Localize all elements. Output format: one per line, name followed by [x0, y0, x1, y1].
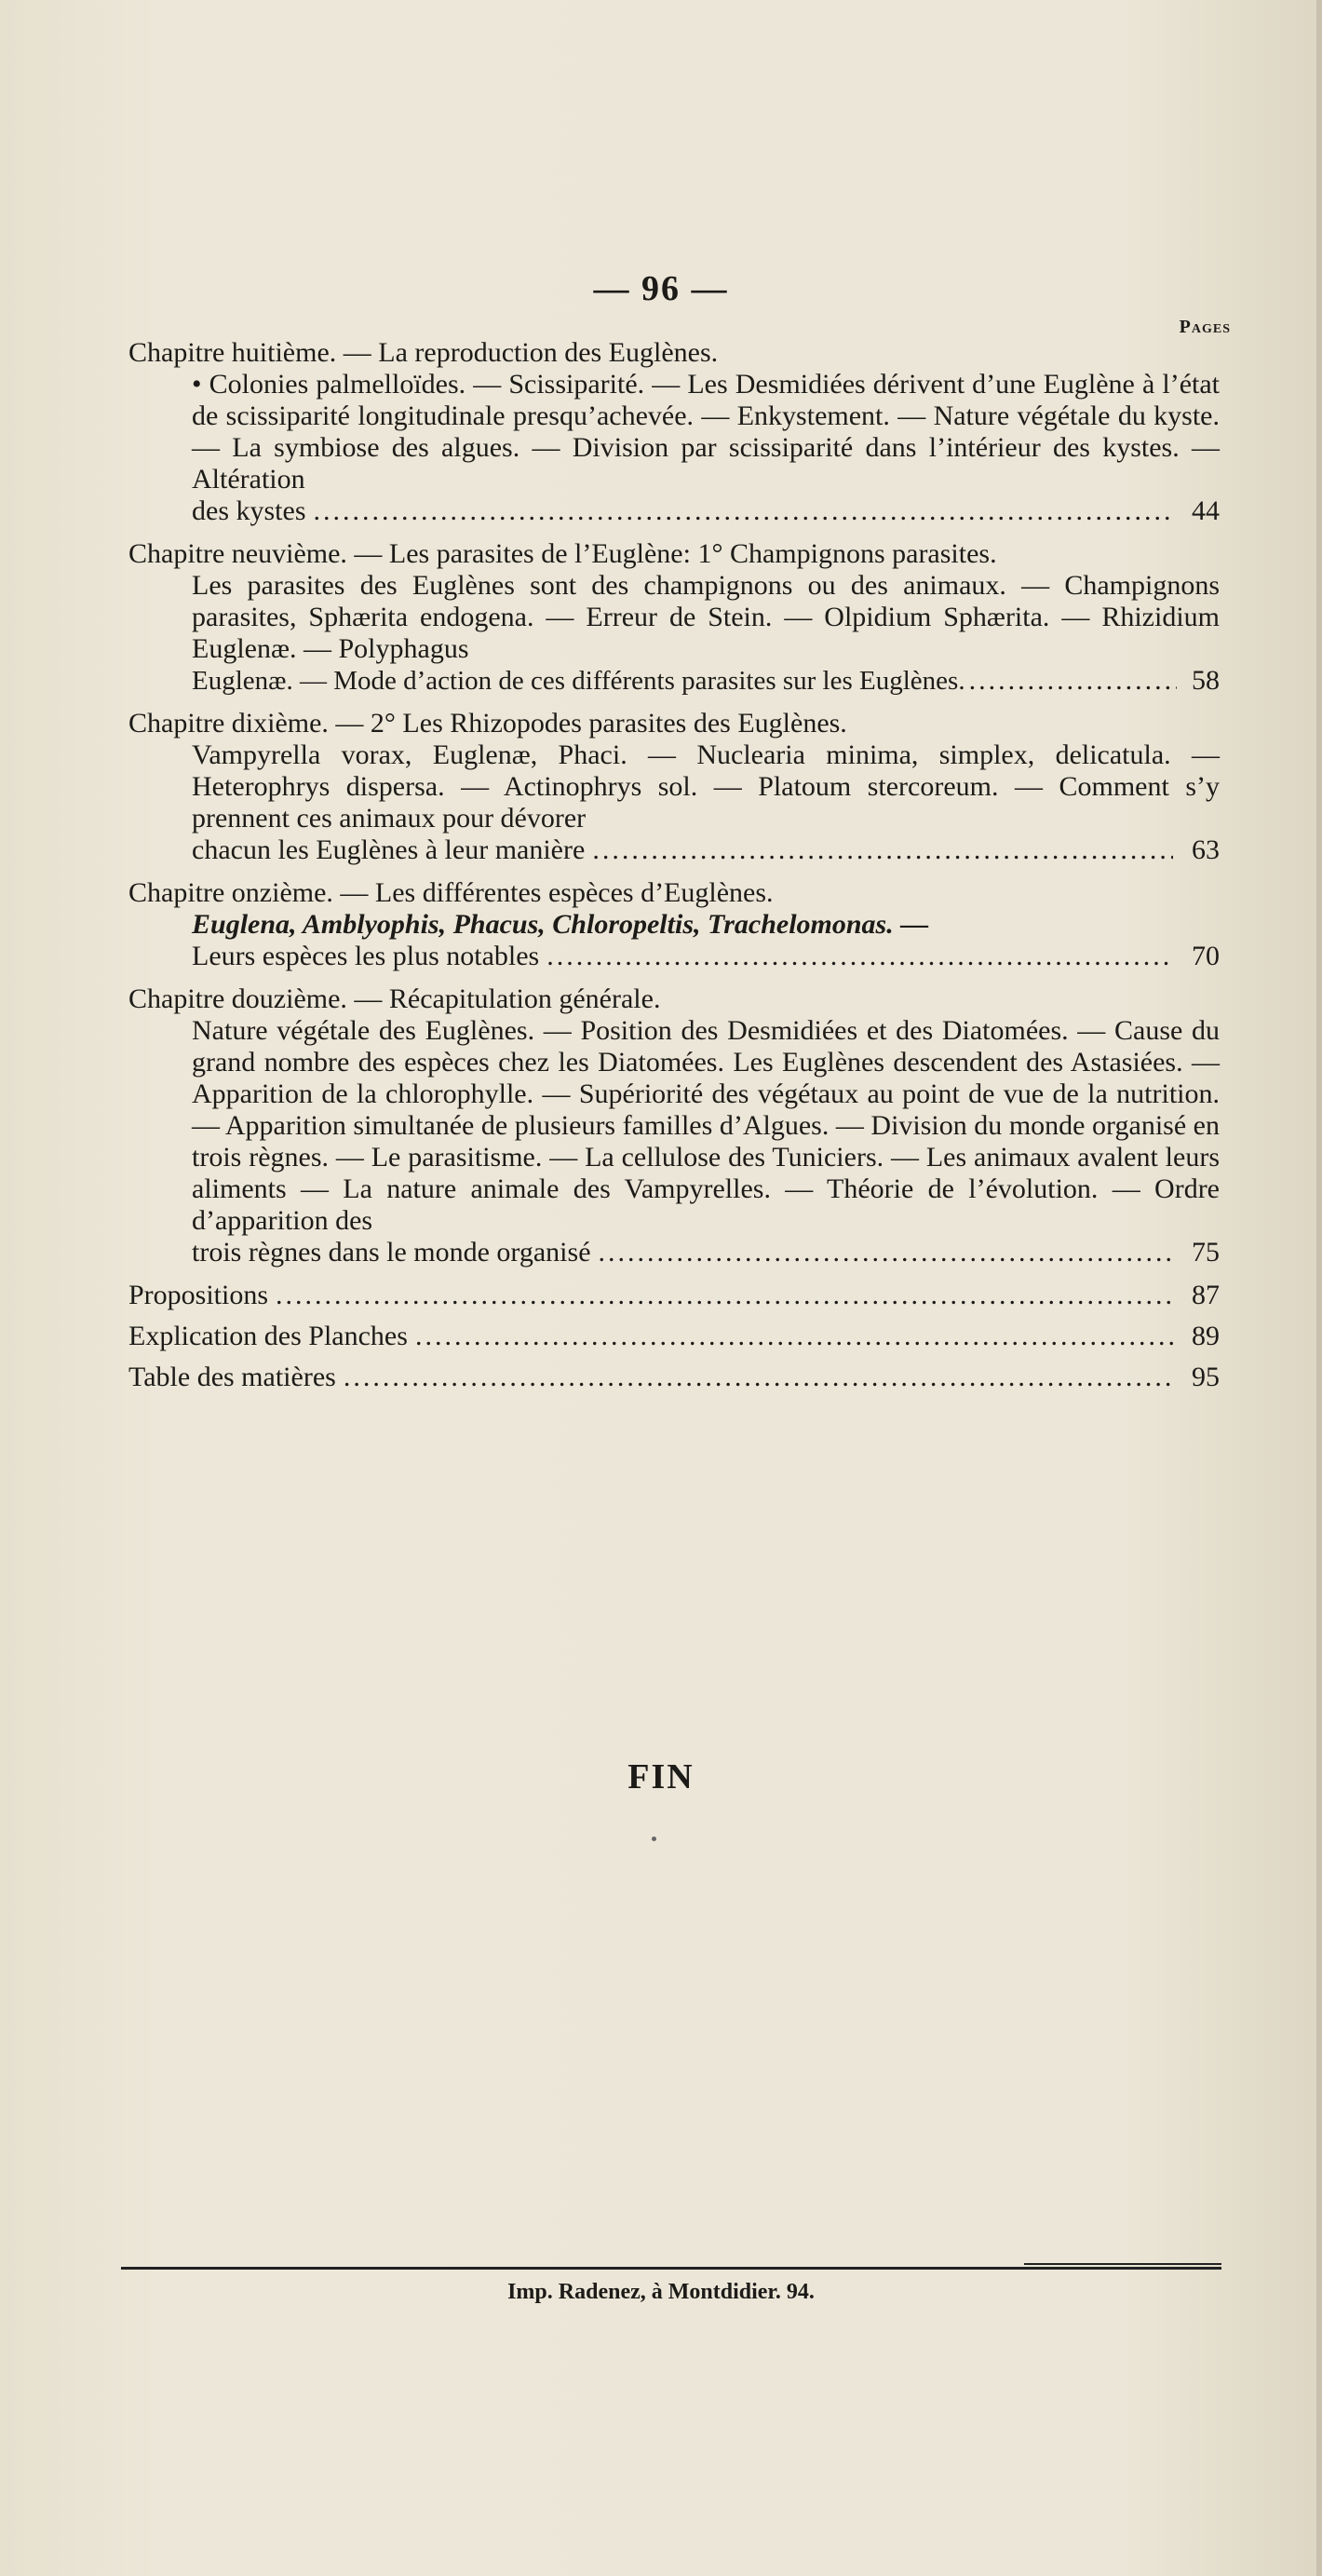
summary-text: Euglena, Amblyophis, Phacus, Chloropeltis, Trachelomonas. —	[192, 909, 929, 940]
dot-leader	[415, 1321, 1173, 1352]
summary-text: Les parasites des Euglènes sont des champignons ou des animaux. — Champignons parasites, Sphærita endogena. — Erreur de Stein. — Olpidium Sphærita. — Rhizidium Euglenæ. — Polyphagus	[192, 570, 1220, 664]
toc-leader-line	[128, 941, 1220, 972]
page-ref: 58	[1192, 665, 1220, 696]
chapter-title: Chapitre douzième. — Récapitulation générale.	[128, 983, 661, 1014]
page-ref: 75	[1192, 1237, 1220, 1268]
chapter-summary	[128, 369, 1220, 495]
page-ref: 63	[1192, 834, 1220, 865]
toc-entry-chapter-12	[128, 983, 1220, 1268]
chapter-summary	[128, 1015, 1220, 1237]
printer-imprint: Imp. Radenez, à Montdidier. 94.	[507, 2280, 815, 2304]
toc-entry-chapter-10	[128, 708, 1220, 866]
page-ref: 89	[1192, 1321, 1220, 1351]
entry-label: Propositions	[128, 1280, 269, 1310]
dot-leader	[599, 1237, 1173, 1268]
page-ref: 95	[1192, 1362, 1220, 1392]
page-ref: 87	[1192, 1280, 1220, 1310]
chapter-title: Chapitre neuvième. — Les parasites de l’Euglène: 1° Champignons parasites.	[128, 538, 997, 569]
leader-text: chacun les Euglènes à leur manière	[192, 834, 586, 865]
chapter-title: Chapitre onzième. — Les différentes espèces d’Euglènes.	[128, 877, 774, 908]
toc-entry-chapter-8	[128, 337, 1220, 527]
footer-rule-accent	[1024, 2263, 1221, 2265]
dot-leader	[314, 495, 1174, 527]
leader-text: trois règnes dans le monde organisé	[192, 1237, 591, 1268]
toc-leader-line	[128, 1237, 1220, 1268]
page-ref: 70	[1192, 941, 1220, 971]
chapter-summary	[128, 909, 1220, 941]
summary-text: Vampyrella vorax, Euglenæ, Phaci. — Nuclearia minima, simplex, delicatula. — Heterophrys dispersa. — Actinophrys sol. — Platoum stercoreum. — Comment s’y prennent ces animaux pour dévorer	[192, 739, 1220, 834]
dot-leader	[592, 834, 1173, 866]
summary-text: Nature végétale des Euglènes. — Position des Desmidiées et des Diatomées. — Cause du grand nombre des espèces chez les Diatomées. Les Euglènes descendent des Astasiées. — Apparition de la chlorophylle. — Supériorité des végétaux au point de vue de la nutrition. — Apparition simultanée de plusieurs familles d’Algues. — Division du monde organisé en trois règnes. — Le parasitisme. — La cellulose des Tuniciers. — Les animaux avalent leurs aliments — La nature animale des Vampyrelles. — Théorie de l’évolution. — Ordre d’apparition des	[192, 1015, 1220, 1236]
entry-label: Table des matières	[128, 1362, 336, 1392]
dot-leader	[969, 665, 1177, 697]
footer-rule	[121, 2267, 1221, 2270]
page-ref: 44	[1192, 495, 1220, 526]
toc-leader-line	[128, 665, 1220, 697]
toc-entry-chapter-9	[128, 538, 1220, 697]
dot-leader	[344, 1362, 1173, 1393]
chapter-title: Chapitre dixième. — 2° Les Rhizopodes parasites des Euglènes.	[128, 708, 847, 739]
toc-entry-planches	[128, 1321, 1220, 1352]
toc-entry-propositions	[128, 1280, 1220, 1311]
toc-entry-table-matieres	[128, 1362, 1220, 1393]
chapter-summary	[128, 739, 1220, 834]
leader-text: des kystes	[192, 495, 306, 526]
leader-text: Leurs espèces les plus notables	[192, 941, 540, 971]
dot-leader	[276, 1280, 1173, 1311]
chapter-title: Chapitre huitième. — La reproduction des Euglènes.	[128, 337, 719, 368]
summary-text: • Colonies palmelloïdes. — Scissiparité. — Les Desmidiées dérivent d’une Euglène à l’état de scissiparité longitudinale presqu’achevée. — Enkystement. — Nature végétale du kyste. — La symbiose des algues. — Division par scissiparité dans l’intérieur des kystes. — Altération	[192, 369, 1220, 495]
entry-label: Explication des Planches	[128, 1321, 408, 1351]
leader-text: Euglenæ. — Mode d’action de ces différents parasites sur les Euglènes.	[192, 666, 965, 696]
dot-leader	[546, 941, 1173, 972]
toc-leader-line	[128, 834, 1220, 866]
page-number: — 96 —	[593, 269, 729, 308]
toc-leader-line	[128, 495, 1220, 527]
pages-column-label: Pages	[1179, 317, 1231, 337]
toc-entry-chapter-11	[128, 877, 1220, 972]
table-of-contents	[128, 337, 1220, 1393]
ink-speck	[652, 1837, 656, 1841]
chapter-summary	[128, 570, 1220, 665]
fin-heading: FIN	[627, 1757, 695, 1796]
page-edge	[1316, 0, 1322, 2576]
